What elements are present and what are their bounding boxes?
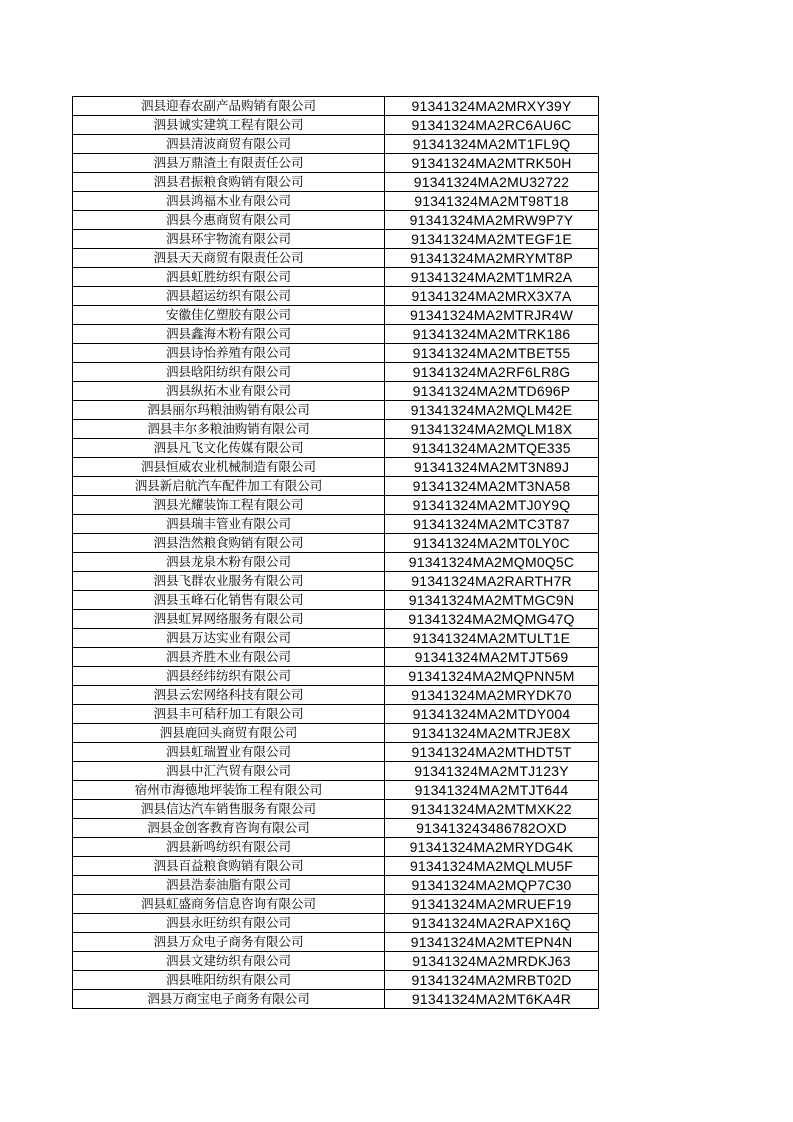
table-row [73, 97, 599, 116]
credit-code-cell: 91341324MA2MT0LY0C [385, 534, 599, 553]
company-name-cell: 泗县新鸣纺织有限公司 [73, 838, 385, 857]
company-name-cell: 泗县丰可秸秆加工有限公司 [73, 705, 385, 724]
table-row [73, 401, 599, 420]
table-row [73, 420, 599, 439]
company-name-cell: 泗县瑞丰管业有限公司 [73, 515, 385, 534]
company-name-cell: 泗县诗怡养殖有限公司 [73, 344, 385, 363]
table-row [73, 933, 599, 952]
table-row [73, 268, 599, 287]
credit-code-cell: 91341324MA2MTMGC9N [385, 591, 599, 610]
credit-code-cell: 91341324MA2MTHDT5T [385, 743, 599, 762]
table-row [73, 781, 599, 800]
table-row [73, 572, 599, 591]
credit-code-cell: 91341324MA2MTJ123Y [385, 762, 599, 781]
credit-code-cell: 91341324MA2MRUEF19 [385, 895, 599, 914]
company-name-cell: 泗县齐胜木业有限公司 [73, 648, 385, 667]
credit-code-cell: 91341324MA2MQP7C30 [385, 876, 599, 895]
table-row [73, 192, 599, 211]
company-registration-table [72, 96, 599, 1009]
company-name-cell: 泗县晗阳纺织有限公司 [73, 363, 385, 382]
credit-code-cell: 91341324MA2MTDY004 [385, 705, 599, 724]
credit-code-cell: 91341324MA2MT1MR2A [385, 268, 599, 287]
table-row [73, 211, 599, 230]
table-row [73, 249, 599, 268]
company-name-cell: 泗县中汇汽贸有限公司 [73, 762, 385, 781]
credit-code-cell: 91341324MA2MU32722 [385, 173, 599, 192]
table-row [73, 230, 599, 249]
company-name-cell: 泗县百益粮食购销有限公司 [73, 857, 385, 876]
table-row [73, 895, 599, 914]
credit-code-cell: 91341324MA2MRBT02D [385, 971, 599, 990]
credit-code-cell: 91341324MA2MTULT1E [385, 629, 599, 648]
table-row [73, 914, 599, 933]
table-row [73, 477, 599, 496]
company-name-cell: 泗县凡飞文化传媒有限公司 [73, 439, 385, 458]
company-name-cell: 泗县诚实建筑工程有限公司 [73, 116, 385, 135]
table-row [73, 800, 599, 819]
company-name-cell: 泗县鹿回头商贸有限公司 [73, 724, 385, 743]
table-body [73, 97, 599, 1009]
company-name-cell: 泗县鑫海木粉有限公司 [73, 325, 385, 344]
company-name-cell: 泗县恒威农业机械制造有限公司 [73, 458, 385, 477]
credit-code-cell: 91341324MA2MTJ0Y9Q [385, 496, 599, 515]
company-name-cell: 泗县环宇物流有限公司 [73, 230, 385, 249]
company-name-cell: 泗县丰尔多粮油购销有限公司 [73, 420, 385, 439]
company-name-cell: 泗县飞群农业服务有限公司 [73, 572, 385, 591]
table-row [73, 325, 599, 344]
credit-code-cell: 91341324MA2MRYMT8P [385, 249, 599, 268]
company-name-cell: 泗县迎春农副产品购销有限公司 [73, 97, 385, 116]
credit-code-cell: 91341324MA2MRXY39Y [385, 97, 599, 116]
table-row [73, 724, 599, 743]
credit-code-cell: 91341324MA2MTJT644 [385, 781, 599, 800]
table-row [73, 629, 599, 648]
company-name-cell: 泗县纵拓木业有限公司 [73, 382, 385, 401]
company-name-cell: 泗县君振粮食购销有限公司 [73, 173, 385, 192]
company-name-cell: 泗县虹胜纺织有限公司 [73, 268, 385, 287]
table-row [73, 819, 599, 838]
credit-code-cell: 91341324MA2MT3N89J [385, 458, 599, 477]
credit-code-cell: 91341324MA2MTRK50H [385, 154, 599, 173]
table-row [73, 610, 599, 629]
credit-code-cell: 91341324MA2RF6LR8G [385, 363, 599, 382]
company-name-cell: 泗县光耀装饰工程有限公司 [73, 496, 385, 515]
credit-code-cell: 91341324MA2RAPX16Q [385, 914, 599, 933]
company-name-cell: 泗县今惠商贸有限公司 [73, 211, 385, 230]
credit-code-cell: 91341324MA2MT98T18 [385, 192, 599, 211]
table-row [73, 952, 599, 971]
credit-code-cell: 91341324MA2MTC3T87 [385, 515, 599, 534]
credit-code-cell: 91341324MA2MQPNN5M [385, 667, 599, 686]
company-name-cell: 泗县万鼎渣土有限责任公司 [73, 154, 385, 173]
table-row [73, 363, 599, 382]
table-row [73, 135, 599, 154]
company-name-cell: 泗县清波商贸有限公司 [73, 135, 385, 154]
credit-code-cell: 91341324MA2MQLM18X [385, 420, 599, 439]
table-row [73, 990, 599, 1009]
table-row [73, 667, 599, 686]
company-name-cell: 泗县万达实业有限公司 [73, 629, 385, 648]
company-name-cell: 泗县浩然粮食购销有限公司 [73, 534, 385, 553]
credit-code-cell: 91341324MA2MTEGF1E [385, 230, 599, 249]
credit-code-cell: 91341324MA2MTQE335 [385, 439, 599, 458]
table-row [73, 173, 599, 192]
credit-code-cell: 91341324MA2MTEPN4N [385, 933, 599, 952]
table-row [73, 686, 599, 705]
table-row [73, 116, 599, 135]
credit-code-cell: 91341324MA2MQLMU5F [385, 857, 599, 876]
table-row [73, 515, 599, 534]
credit-code-cell: 91341324MA2MRX3X7A [385, 287, 599, 306]
company-name-cell: 泗县万商宝电子商务有限公司 [73, 990, 385, 1009]
credit-code-cell: 91341324MA2MQM0Q5C [385, 553, 599, 572]
credit-code-cell: 91341324MA2MTMXK22 [385, 800, 599, 819]
credit-code-cell: 91341324MA2RARTH7R [385, 572, 599, 591]
company-name-cell: 泗县鸿福木业有限公司 [73, 192, 385, 211]
company-name-cell: 泗县唯阳纺织有限公司 [73, 971, 385, 990]
table-row [73, 458, 599, 477]
company-name-cell: 安徽佳亿塑胶有限公司 [73, 306, 385, 325]
company-name-cell: 泗县龙泉木粉有限公司 [73, 553, 385, 572]
table-row [73, 762, 599, 781]
table-row [73, 344, 599, 363]
credit-code-cell: 91341324MA2MQMG47Q [385, 610, 599, 629]
company-name-cell: 泗县万众电子商务有限公司 [73, 933, 385, 952]
company-name-cell: 泗县丽尔玛粮油购销有限公司 [73, 401, 385, 420]
company-name-cell: 泗县文建纺织有限公司 [73, 952, 385, 971]
company-name-cell: 泗县虹昇网络服务有限公司 [73, 610, 385, 629]
credit-code-cell: 91341324MA2MTRJE8X [385, 724, 599, 743]
credit-code-cell: 91341324MA2MRDKJ63 [385, 952, 599, 971]
company-name-cell: 泗县永旺纺织有限公司 [73, 914, 385, 933]
company-name-cell: 泗县玉峰石化销售有限公司 [73, 591, 385, 610]
table-row [73, 857, 599, 876]
table-row [73, 591, 599, 610]
table-row [73, 287, 599, 306]
credit-code-cell: 91341324MA2MRYDG4K [385, 838, 599, 857]
company-name-cell: 泗县云宏网络科技有限公司 [73, 686, 385, 705]
table-row [73, 705, 599, 724]
company-name-cell: 泗县浩泰油脂有限公司 [73, 876, 385, 895]
credit-code-cell: 913413243486782OXD [385, 819, 599, 838]
company-name-cell: 泗县新启航汽车配件加工有限公司 [73, 477, 385, 496]
table-row [73, 496, 599, 515]
company-name-cell: 泗县天天商贸有限责任公司 [73, 249, 385, 268]
company-name-cell: 泗县超运纺织有限公司 [73, 287, 385, 306]
table-row [73, 439, 599, 458]
credit-code-cell: 91341324MA2MTRK186 [385, 325, 599, 344]
credit-code-cell: 91341324MA2RC6AU6C [385, 116, 599, 135]
table-row [73, 154, 599, 173]
table-row [73, 306, 599, 325]
credit-code-cell: 91341324MA2MTBET55 [385, 344, 599, 363]
credit-code-cell: 91341324MA2MTJT569 [385, 648, 599, 667]
company-name-cell: 泗县经纬纺织有限公司 [73, 667, 385, 686]
credit-code-cell: 91341324MA2MRW9P7Y [385, 211, 599, 230]
company-name-cell: 宿州市海德地坪装饰工程有限公司 [73, 781, 385, 800]
credit-code-cell: 91341324MA2MT3NA58 [385, 477, 599, 496]
credit-code-cell: 91341324MA2MQLM42E [385, 401, 599, 420]
table-row [73, 838, 599, 857]
company-name-cell: 泗县信达汽车销售服务有限公司 [73, 800, 385, 819]
table-row [73, 971, 599, 990]
company-name-cell: 泗县虹瑞置业有限公司 [73, 743, 385, 762]
table-row [73, 534, 599, 553]
table-row [73, 876, 599, 895]
credit-code-cell: 91341324MA2MT6KA4R [385, 990, 599, 1009]
credit-code-cell: 91341324MA2MRYDK70 [385, 686, 599, 705]
table-row [73, 382, 599, 401]
credit-code-cell: 91341324MA2MT1FL9Q [385, 135, 599, 154]
credit-code-cell: 91341324MA2MTD696P [385, 382, 599, 401]
table-row [73, 648, 599, 667]
table-row [73, 743, 599, 762]
company-name-cell: 泗县金创客教育咨询有限公司 [73, 819, 385, 838]
credit-code-cell: 91341324MA2MTRJR4W [385, 306, 599, 325]
company-name-cell: 泗县虹盛商务信息咨询有限公司 [73, 895, 385, 914]
table-row [73, 553, 599, 572]
